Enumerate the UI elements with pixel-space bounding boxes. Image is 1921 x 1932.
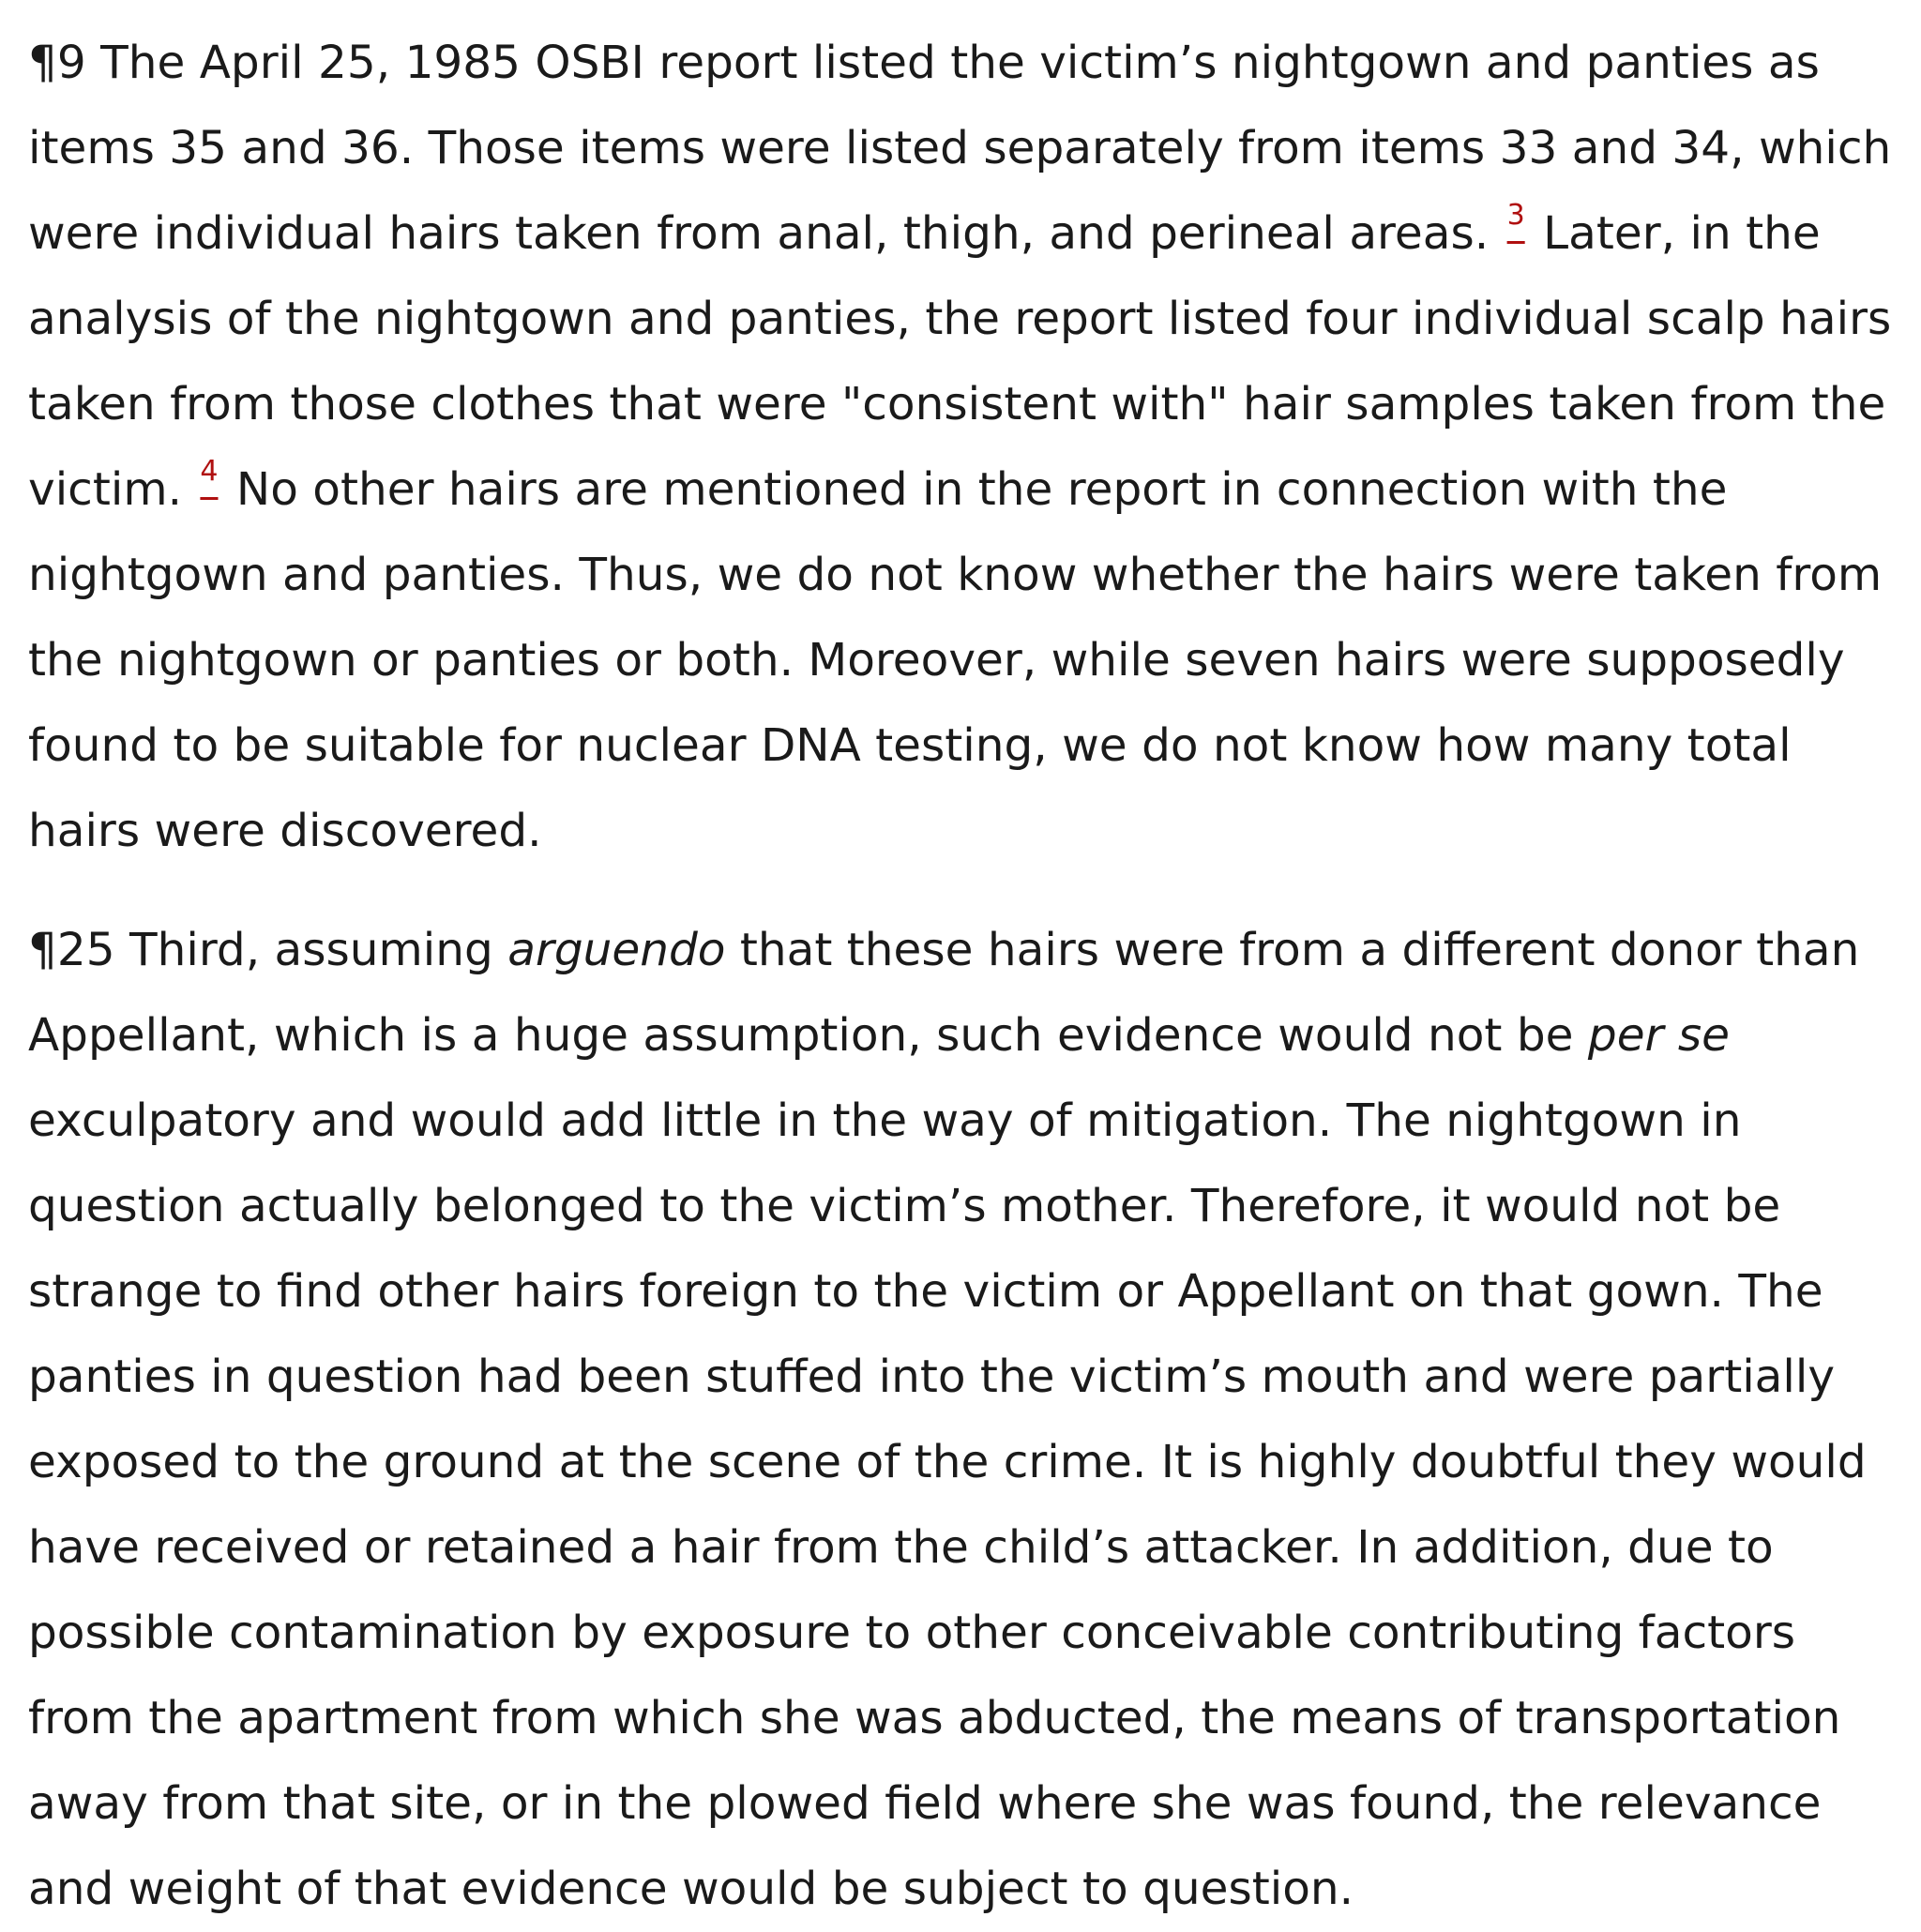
paragraph-text: Later, in the analysis of the nightgown and panties, the report listed four individual scalp hairs taken from those clothes that were "consistent with" hair samples taken from the victim. xyxy=(28,207,1892,516)
paragraph-marker: ¶25 xyxy=(28,924,115,976)
footnote-link-3[interactable]: 3 xyxy=(1506,199,1525,232)
document-body xyxy=(28,21,1904,1932)
paragraph-text: that these hairs were from a different donor than Appellant, which is a huge assumption, such evidence would not be xyxy=(28,924,1860,1062)
paragraph-9 xyxy=(28,21,1904,874)
italic-term-per-se: per se xyxy=(1587,1009,1730,1062)
paragraph-text: No other hairs are mentioned in the report in connection with the nightgown and panties. Thus, we do not know whether the hairs were taken from the nightgown or panties or both. Moreover, while seven hairs were supposedly found to be suitable for nuclear DNA testing, we do not know how many total hairs were discovered. xyxy=(28,463,1883,857)
paragraph-25 xyxy=(28,908,1904,1932)
paragraph-text: Third, assuming xyxy=(114,924,508,976)
paragraph-marker: ¶9 xyxy=(28,37,86,89)
footnote-link-4[interactable]: 4 xyxy=(200,455,219,488)
paragraph-text: exculpatory and would add little in the way of mitigation. The nightgown in question actually belonged to the victim’s mother. Therefore, it would not be strange to find other hairs foreign to the victim or Appellant on that gown. The panties in question had been stuffed into the victim’s mouth and were partially exposed to the ground at the scene of the crime. It is highly doubtful they would have received or retained a hair from the child’s attacker. In addition, due to possible contamination by exposure to other conceivable contributing factors from the apartment from which she was abducted, the means of transportation away from that site, or in the plowed field where she was found, the relevance and weight of that evidence would be subject to question. xyxy=(28,1094,1867,1915)
paragraph-text: The April 25, 1985 OSBI report listed the victim’s nightgown and panties as items 35 and 36. Those items were listed separately from items 33 and 34, which were individual hairs taken from anal, thigh, and perineal areas. xyxy=(28,37,1892,260)
italic-term-arguendo: arguendo xyxy=(507,924,726,976)
